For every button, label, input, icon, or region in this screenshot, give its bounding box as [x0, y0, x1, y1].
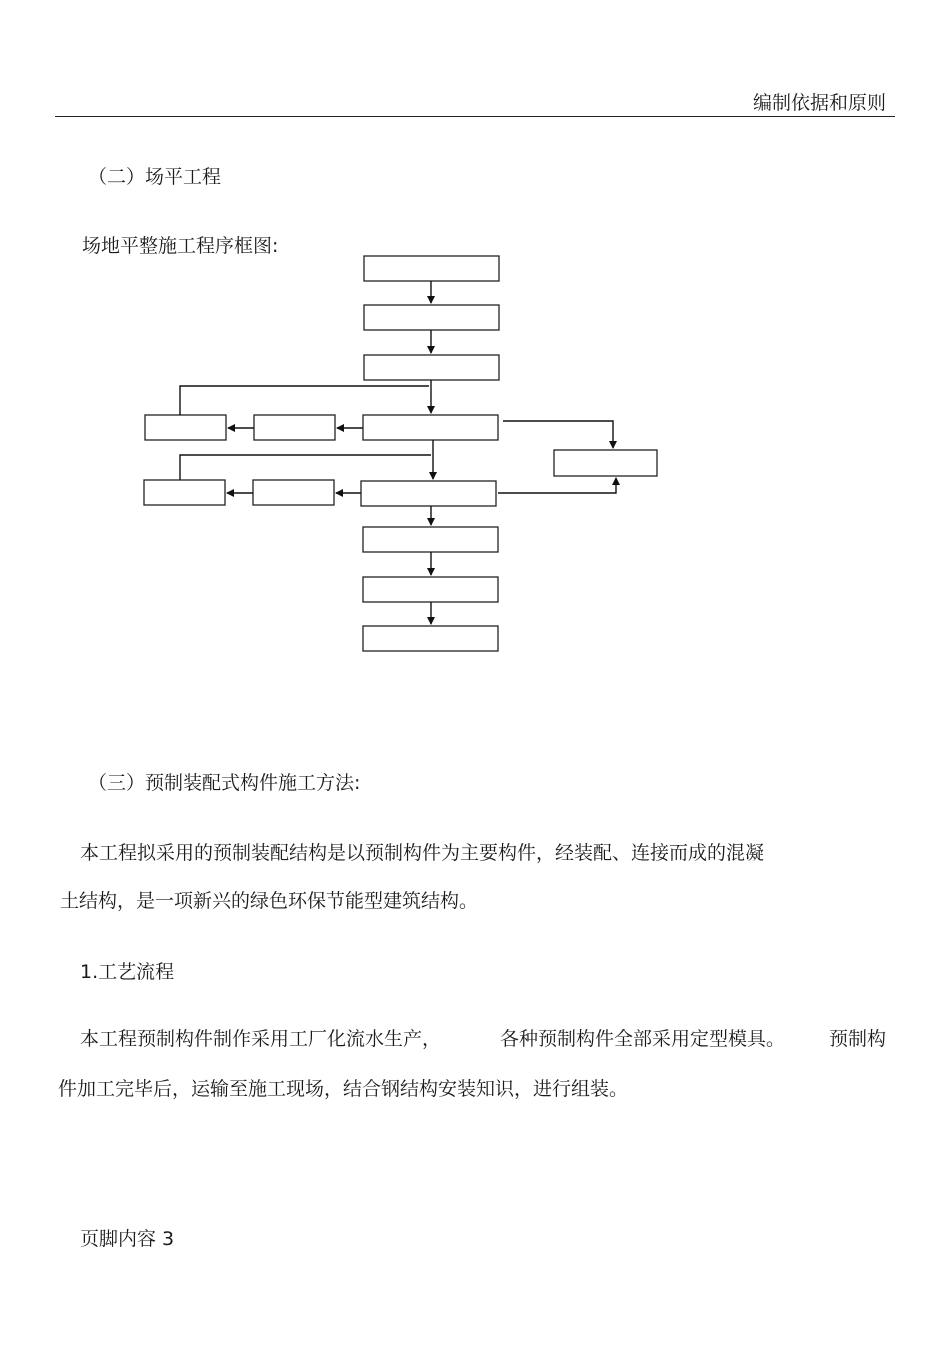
left-box-row2-inner [253, 480, 334, 505]
header-title: 编制依据和原则 [752, 92, 886, 114]
feedback-loop-row2 [180, 455, 431, 480]
arrow-box4-to-right [503, 421, 613, 448]
paragraph-2-line-1-part-c: 预制构 [829, 1028, 887, 1050]
flow-box-7 [363, 577, 498, 602]
paragraph-1-line-1: 本工程拟采用的预制装配结构是以预制构件为主要构件，经装配、连接而成的混凝 [80, 842, 765, 864]
page-footer: 页脚内容 3 [80, 1228, 175, 1250]
flow-box-6 [363, 527, 498, 552]
left-box-row1-outer [145, 415, 226, 440]
left-box-row2-outer [144, 480, 225, 505]
paragraph-1-line-2: 土结构，是一项新兴的绿色环保节能型建筑结构。 [60, 890, 479, 912]
subsection-1-heading: 1.工艺流程 [80, 961, 175, 983]
flow-box-8 [363, 626, 498, 651]
paragraph-2-line-1-part-b: 各种预制构件全部采用定型模具。 [500, 1028, 786, 1050]
right-box [554, 450, 657, 476]
flow-box-1 [364, 256, 499, 281]
flow-box-3 [364, 355, 499, 380]
flow-box-2 [364, 305, 499, 330]
diagram-caption: 场地平整施工程序框图: [82, 235, 279, 257]
paragraph-2-line-2: 件加工完毕后，运输至施工现场，结合钢结构安装知识，进行组装。 [58, 1078, 629, 1100]
arrow-box5-to-right [498, 478, 616, 493]
feedback-loop-row1 [180, 386, 429, 415]
paragraph-2-line-1-part-a: 本工程预制构件制作采用工厂化流水生产， [80, 1028, 442, 1050]
left-box-row1-inner [254, 415, 335, 440]
section-3-heading: （三）预制装配式构件施工方法: [88, 772, 361, 794]
flow-box-4 [363, 415, 498, 440]
section-2-heading: （二）场平工程 [88, 166, 222, 188]
flow-box-5 [361, 481, 496, 506]
